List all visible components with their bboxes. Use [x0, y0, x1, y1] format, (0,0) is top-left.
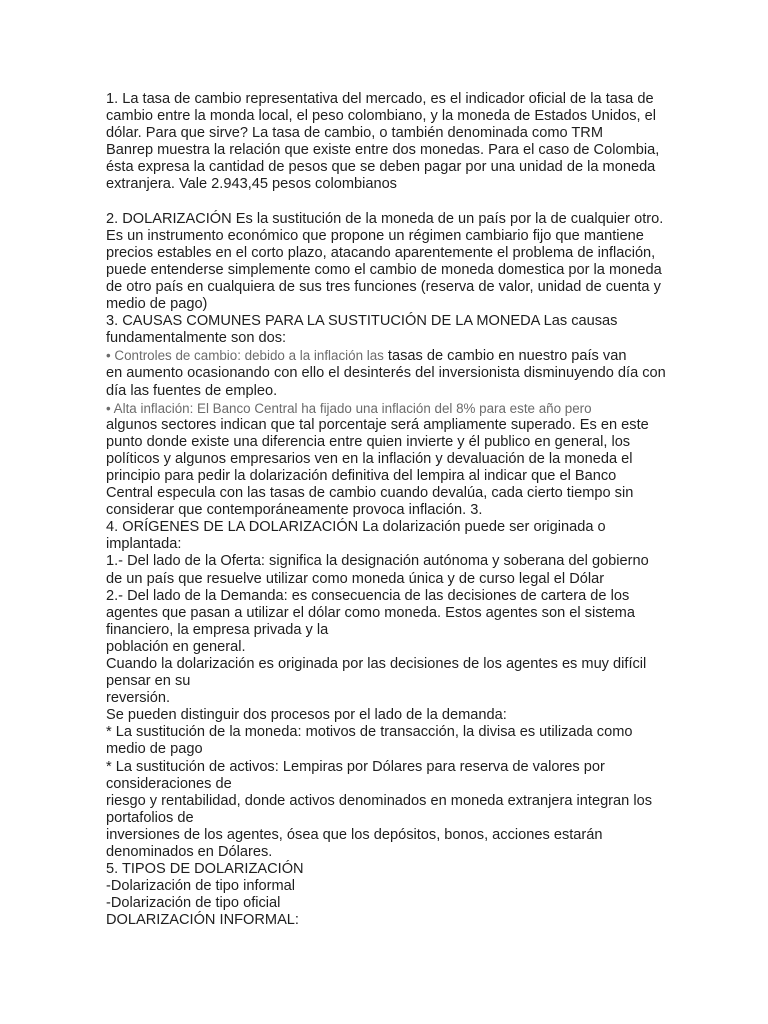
text-line: reversión.	[106, 690, 171, 707]
text-line: de un país que resuelve utilizar como moneda única y de curso legal el Dólar	[106, 570, 605, 587]
text-line: * La sustitución de la moneda: motivos de transacción, la divisa es utilizada como	[106, 724, 633, 741]
text-line: denominados en Dólares.	[106, 844, 273, 861]
text-line: considerar que contemporáneamente provoca inflación. 3.	[106, 502, 483, 519]
paragraph-trm	[106, 91, 666, 194]
paragraph-origenes	[106, 519, 666, 861]
text-line: población en general.	[106, 638, 246, 655]
bullet-controles	[106, 347, 666, 365]
paragraph-tipos	[106, 861, 666, 929]
text-line: pensar en su	[106, 673, 191, 690]
text-line: * La sustitución de activos: Lempiras por Dólares para reserva de valores por	[106, 758, 605, 775]
text-line: día las fuentes de empleo.	[106, 382, 278, 399]
text-line: fundamentalmente son dos:	[106, 330, 287, 347]
text-line: principio para pedir la dolarización definitiva del lempira al indicar que el Banco	[106, 467, 617, 484]
text-line: 3. CAUSAS COMUNES PARA LA SUSTITUCIÓN DE LA MONEDA Las causas	[106, 313, 618, 330]
text-line: -Dolarización de tipo informal	[106, 878, 295, 895]
text-line: inversiones de los agentes, ósea que los depósitos, bonos, acciones estarán	[106, 826, 603, 843]
text-line: dólar. Para que sirve? La tasa de cambio, o también denominada como TRM	[106, 125, 604, 142]
text-line: precios estables en el corto plazo, atacando aparentemente el problema de inflación,	[106, 244, 656, 261]
bullet-inflacion: • Alta inflación: El Banco Central ha fijado una inflación del 8% para este año pero	[106, 400, 592, 416]
text-line: Central especula con las tasas de cambio cuando devalúa, cada cierto tiempo sin	[106, 485, 634, 502]
text-line: Es un instrumento económico que propone un régimen cambiario fijo que mantiene	[106, 227, 644, 244]
text-line: políticos y algunos empresarios ven en la inflación y devaluación de la moneda el	[106, 450, 633, 467]
text-line: 2. DOLARIZACIÓN Es la sustitución de la moneda de un país por la de cualquier otro.	[106, 210, 664, 227]
text-line: 5. TIPOS DE DOLARIZACIÓN	[106, 861, 304, 878]
text-line: Banrep muestra la relación que existe entre dos monedas. Para el caso de Colombia,	[106, 142, 660, 159]
text-line: portafolios de	[106, 809, 194, 826]
bullet-lead-text: • Controles de cambio: debido a la inflación las	[106, 348, 384, 364]
text-line: riesgo y rentabilidad, donde activos denominados en moneda extranjera integran los	[106, 792, 652, 809]
text-line: DOLARIZACIÓN INFORMAL:	[106, 912, 299, 929]
text-line: consideraciones de	[106, 775, 232, 792]
text-line: punto donde existe una diferencia entre quien invierte y él publico en general, los	[106, 433, 631, 450]
text-line: implantada:	[106, 536, 182, 553]
text-line: -Dolarización de tipo oficial	[106, 895, 281, 912]
text-line: medio de pago	[106, 741, 203, 758]
paragraph-causas	[106, 313, 666, 519]
text-line: medio de pago)	[106, 296, 208, 313]
text-line: en aumento ocasionando con ello el desinterés del inversionista disminuyendo día con	[106, 365, 666, 382]
paragraph-dolarizacion	[106, 211, 666, 314]
text-line: algunos sectores indican que tal porcentaje será ampliamente superado. Es en este	[106, 416, 649, 433]
text-line: extranjera. Vale 2.943,45 pesos colombianos	[106, 176, 397, 193]
text-line: financiero, la empresa privada y la	[106, 621, 329, 638]
text-line: cambio entre la monda local, el peso colombiano, y la moneda de Estados Unidos, el	[106, 108, 657, 125]
text-line: Se pueden distinguir dos procesos por el lado de la demanda:	[106, 707, 507, 724]
paragraph-spacer	[106, 194, 666, 211]
text-line: de otro país en cualquiera de sus tres funciones (reserva de valor, unidad de cuenta y	[106, 278, 661, 295]
text-line: 1. La tasa de cambio representativa del mercado, es el indicador oficial de la tasa de	[106, 91, 654, 107]
text-line: ésta expresa la cantidad de pesos que se deben pagar por una unidad de la moneda	[106, 159, 656, 176]
text-line: Cuando la dolarización es originada por las decisiones de los agentes es muy difícil	[106, 656, 647, 672]
text-line: agentes que pasan a utilizar el dólar como moneda. Estos agentes son el sistema	[106, 604, 635, 621]
bullet-text: tasas de cambio en nuestro país van	[383, 348, 627, 365]
text-line: 1.- Del lado de la Oferta: significa la designación autónoma y soberana del gobierno	[106, 553, 649, 570]
text-line: 4. ORÍGENES DE LA DOLARIZACIÓN La dolarización puede ser originada o	[106, 519, 606, 536]
document-page	[106, 91, 666, 930]
text-line: 2.- Del lado de la Demanda: es consecuencia de las decisiones de cartera de los	[106, 587, 630, 604]
text-line: puede entenderse simplemente como el cambio de moneda domestica por la moneda	[106, 261, 662, 278]
